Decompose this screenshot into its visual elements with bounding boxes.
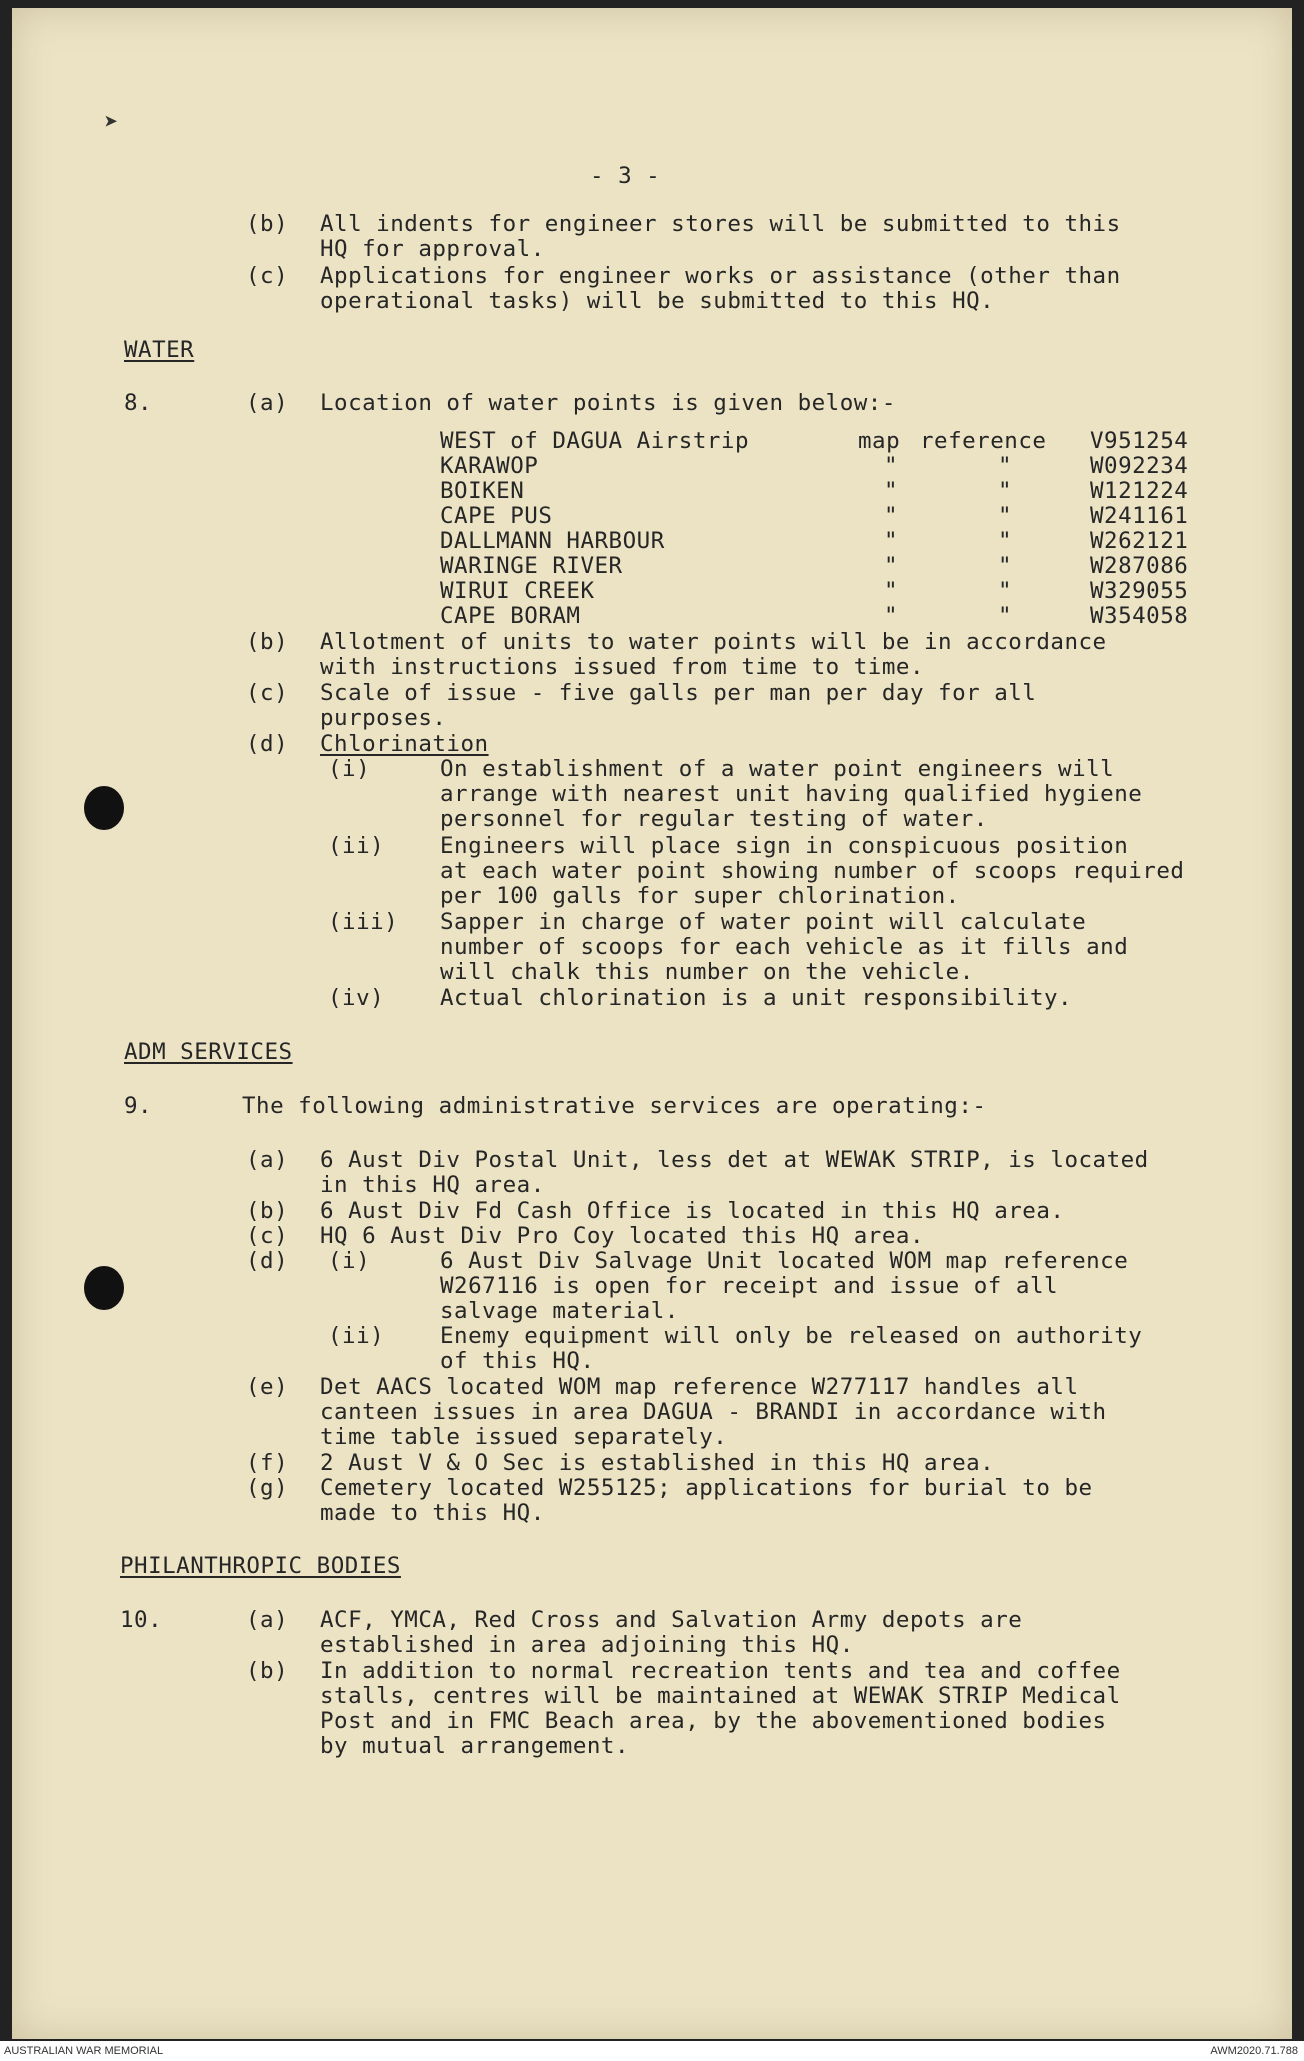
item-label: (a)	[246, 1147, 289, 1173]
grid-reference: W354058	[1090, 603, 1189, 629]
text-line: will chalk this number on the vehicle.	[440, 959, 974, 985]
item-label: (b)	[246, 1198, 289, 1224]
text-line: stalls, centres will be maintained at WEWAK STRIP Medical	[320, 1683, 1121, 1709]
subitem-label: (ii)	[328, 833, 385, 859]
item-label: (e)	[246, 1374, 289, 1400]
grid-reference: W121224	[1090, 478, 1189, 504]
ditto-mark: "	[884, 603, 899, 629]
text-line: arrange with nearest unit having qualified hygiene	[440, 781, 1143, 807]
item-label: (b)	[246, 211, 289, 237]
text-line: 2 Aust V & O Sec is established in this HQ area.	[320, 1450, 995, 1476]
grid-reference: W287086	[1090, 553, 1189, 579]
ditto-mark: "	[884, 453, 899, 479]
ditto-mark: "	[884, 503, 899, 529]
subitem-label: (i)	[328, 756, 371, 782]
ditto-mark: "	[998, 553, 1013, 579]
water-point-name: BOIKEN	[440, 478, 525, 504]
item-label: (c)	[246, 263, 289, 289]
punch-hole-icon	[84, 1266, 124, 1310]
page-number: - 3 -	[590, 163, 661, 189]
text-line: with instructions issued from time to time.	[320, 654, 924, 680]
text-line: time table issued separately.	[320, 1424, 728, 1450]
ditto-mark: "	[884, 553, 899, 579]
ditto-mark: "	[884, 478, 899, 504]
subitem-label: (ii)	[328, 1323, 385, 1349]
text-line: Post and in FMC Beach area, by the abovementioned bodies	[320, 1708, 1107, 1734]
text-line: Engineers will place sign in conspicuous position	[440, 833, 1129, 859]
ink-mark-icon: ➤	[104, 108, 119, 136]
ditto-mark: "	[998, 528, 1013, 554]
ditto-mark: "	[998, 578, 1013, 604]
archive-footer	[0, 2041, 1304, 2061]
item-label: (c)	[246, 680, 289, 706]
paragraph-number: 9.	[124, 1093, 153, 1119]
punch-hole-icon	[84, 786, 124, 830]
subitem-label: (iv)	[328, 985, 385, 1011]
text-line: Det AACS located WOM map reference W277117 handles all	[320, 1374, 1079, 1400]
text-line: 6 Aust Div Postal Unit, less det at WEWAK STRIP, is located	[320, 1147, 1149, 1173]
ditto-mark: "	[998, 503, 1013, 529]
footer-institution: AUSTRALIAN WAR MEMORIAL	[4, 2045, 164, 2057]
text-line: Cemetery located W255125; applications for burial to be	[320, 1475, 1093, 1501]
map-ref-label: reference	[920, 428, 1047, 454]
text-line: at each water point showing number of scoops required	[440, 858, 1185, 884]
water-point-name: KARAWOP	[440, 453, 539, 479]
item-label: (d)	[246, 1248, 289, 1274]
item-label: (g)	[246, 1475, 289, 1501]
item-label: (b)	[246, 1658, 289, 1684]
water-point-name: WARINGE RIVER	[440, 553, 623, 579]
text-line: established in area adjoining this HQ.	[320, 1632, 854, 1658]
text-line: in this HQ area.	[320, 1172, 545, 1198]
text-line: HQ for approval.	[320, 236, 545, 262]
text-line: Actual chlorination is a unit responsibility.	[440, 985, 1073, 1011]
text-line: Enemy equipment will only be released on authority	[440, 1323, 1143, 1349]
ditto-mark: "	[884, 578, 899, 604]
grid-reference: W262121	[1090, 528, 1189, 554]
item-label: (a)	[246, 390, 289, 416]
grid-reference: W241161	[1090, 503, 1189, 529]
grid-reference: V951254	[1090, 428, 1189, 454]
text-line: 6 Aust Div Fd Cash Office is located in this HQ area.	[320, 1198, 1065, 1224]
water-point-name: WIRUI CREEK	[440, 578, 595, 604]
section-heading-adm-services: ADM SERVICES	[124, 1039, 293, 1065]
item-label: (f)	[246, 1450, 289, 1476]
section-heading-philanthropic-bodies: PHILANTHROPIC BODIES	[120, 1553, 401, 1579]
text-line: Scale of issue - five galls per man per day for all	[320, 680, 1037, 706]
text-line: by mutual arrangement.	[320, 1733, 630, 1759]
text-line: HQ 6 Aust Div Pro Coy located this HQ area.	[320, 1223, 924, 1249]
document-page	[12, 8, 1292, 2039]
ditto-mark: "	[998, 453, 1013, 479]
ditto-mark: "	[998, 603, 1013, 629]
text-line: Applications for engineer works or assistance (other than	[320, 263, 1121, 289]
water-point-name: CAPE PUS	[440, 503, 553, 529]
text-line: ACF, YMCA, Red Cross and Salvation Army depots are	[320, 1607, 1023, 1633]
water-point-name: WEST of DAGUA Airstrip	[440, 428, 750, 454]
footer-accession-number: AWM2020.71.788	[1210, 2045, 1298, 2057]
text-line: The following administrative services are operating:-	[242, 1093, 987, 1119]
item-label: (c)	[246, 1223, 289, 1249]
map-ref-label: map	[858, 428, 901, 454]
water-point-name: DALLMANN HARBOUR	[440, 528, 665, 554]
text-line: number of scoops for each vehicle as it fills and	[440, 934, 1129, 960]
grid-reference: W329055	[1090, 578, 1189, 604]
paragraph-number: 10.	[120, 1607, 163, 1633]
text-line: personnel for regular testing of water.	[440, 806, 988, 832]
text-line: per 100 galls for super chlorination.	[440, 883, 960, 909]
subheading-chlorination: Chlorination	[320, 731, 489, 757]
section-heading-water: WATER	[124, 337, 195, 363]
text-line: made to this HQ.	[320, 1500, 545, 1526]
text-line: purposes.	[320, 705, 447, 731]
text-line: On establishment of a water point engineers will	[440, 756, 1115, 782]
text-line: All indents for engineer stores will be submitted to this	[320, 211, 1121, 237]
text-line: 6 Aust Div Salvage Unit located WOM map reference	[440, 1248, 1129, 1274]
text-line: In addition to normal recreation tents and tea and coffee	[320, 1658, 1121, 1684]
ditto-mark: "	[998, 478, 1013, 504]
item-label: (b)	[246, 629, 289, 655]
ditto-mark: "	[884, 528, 899, 554]
item-label: (d)	[246, 731, 289, 757]
text-line: of this HQ.	[440, 1348, 595, 1374]
subitem-label: (i)	[328, 1248, 371, 1274]
item-label: (a)	[246, 1607, 289, 1633]
grid-reference: W092234	[1090, 453, 1189, 479]
text-line: W267116 is open for receipt and issue of all	[440, 1273, 1059, 1299]
subitem-label: (iii)	[328, 909, 399, 935]
text-line: Sapper in charge of water point will calculate	[440, 909, 1087, 935]
text-line: salvage material.	[440, 1298, 679, 1324]
text-line: Location of water points is given below:-	[320, 390, 896, 416]
water-point-name: CAPE BORAM	[440, 603, 581, 629]
text-line: operational tasks) will be submitted to this HQ.	[320, 288, 995, 314]
text-line: Allotment of units to water points will be in accordance	[320, 629, 1107, 655]
paragraph-number: 8.	[124, 390, 153, 416]
text-line: canteen issues in area DAGUA - BRANDI in accordance with	[320, 1399, 1107, 1425]
